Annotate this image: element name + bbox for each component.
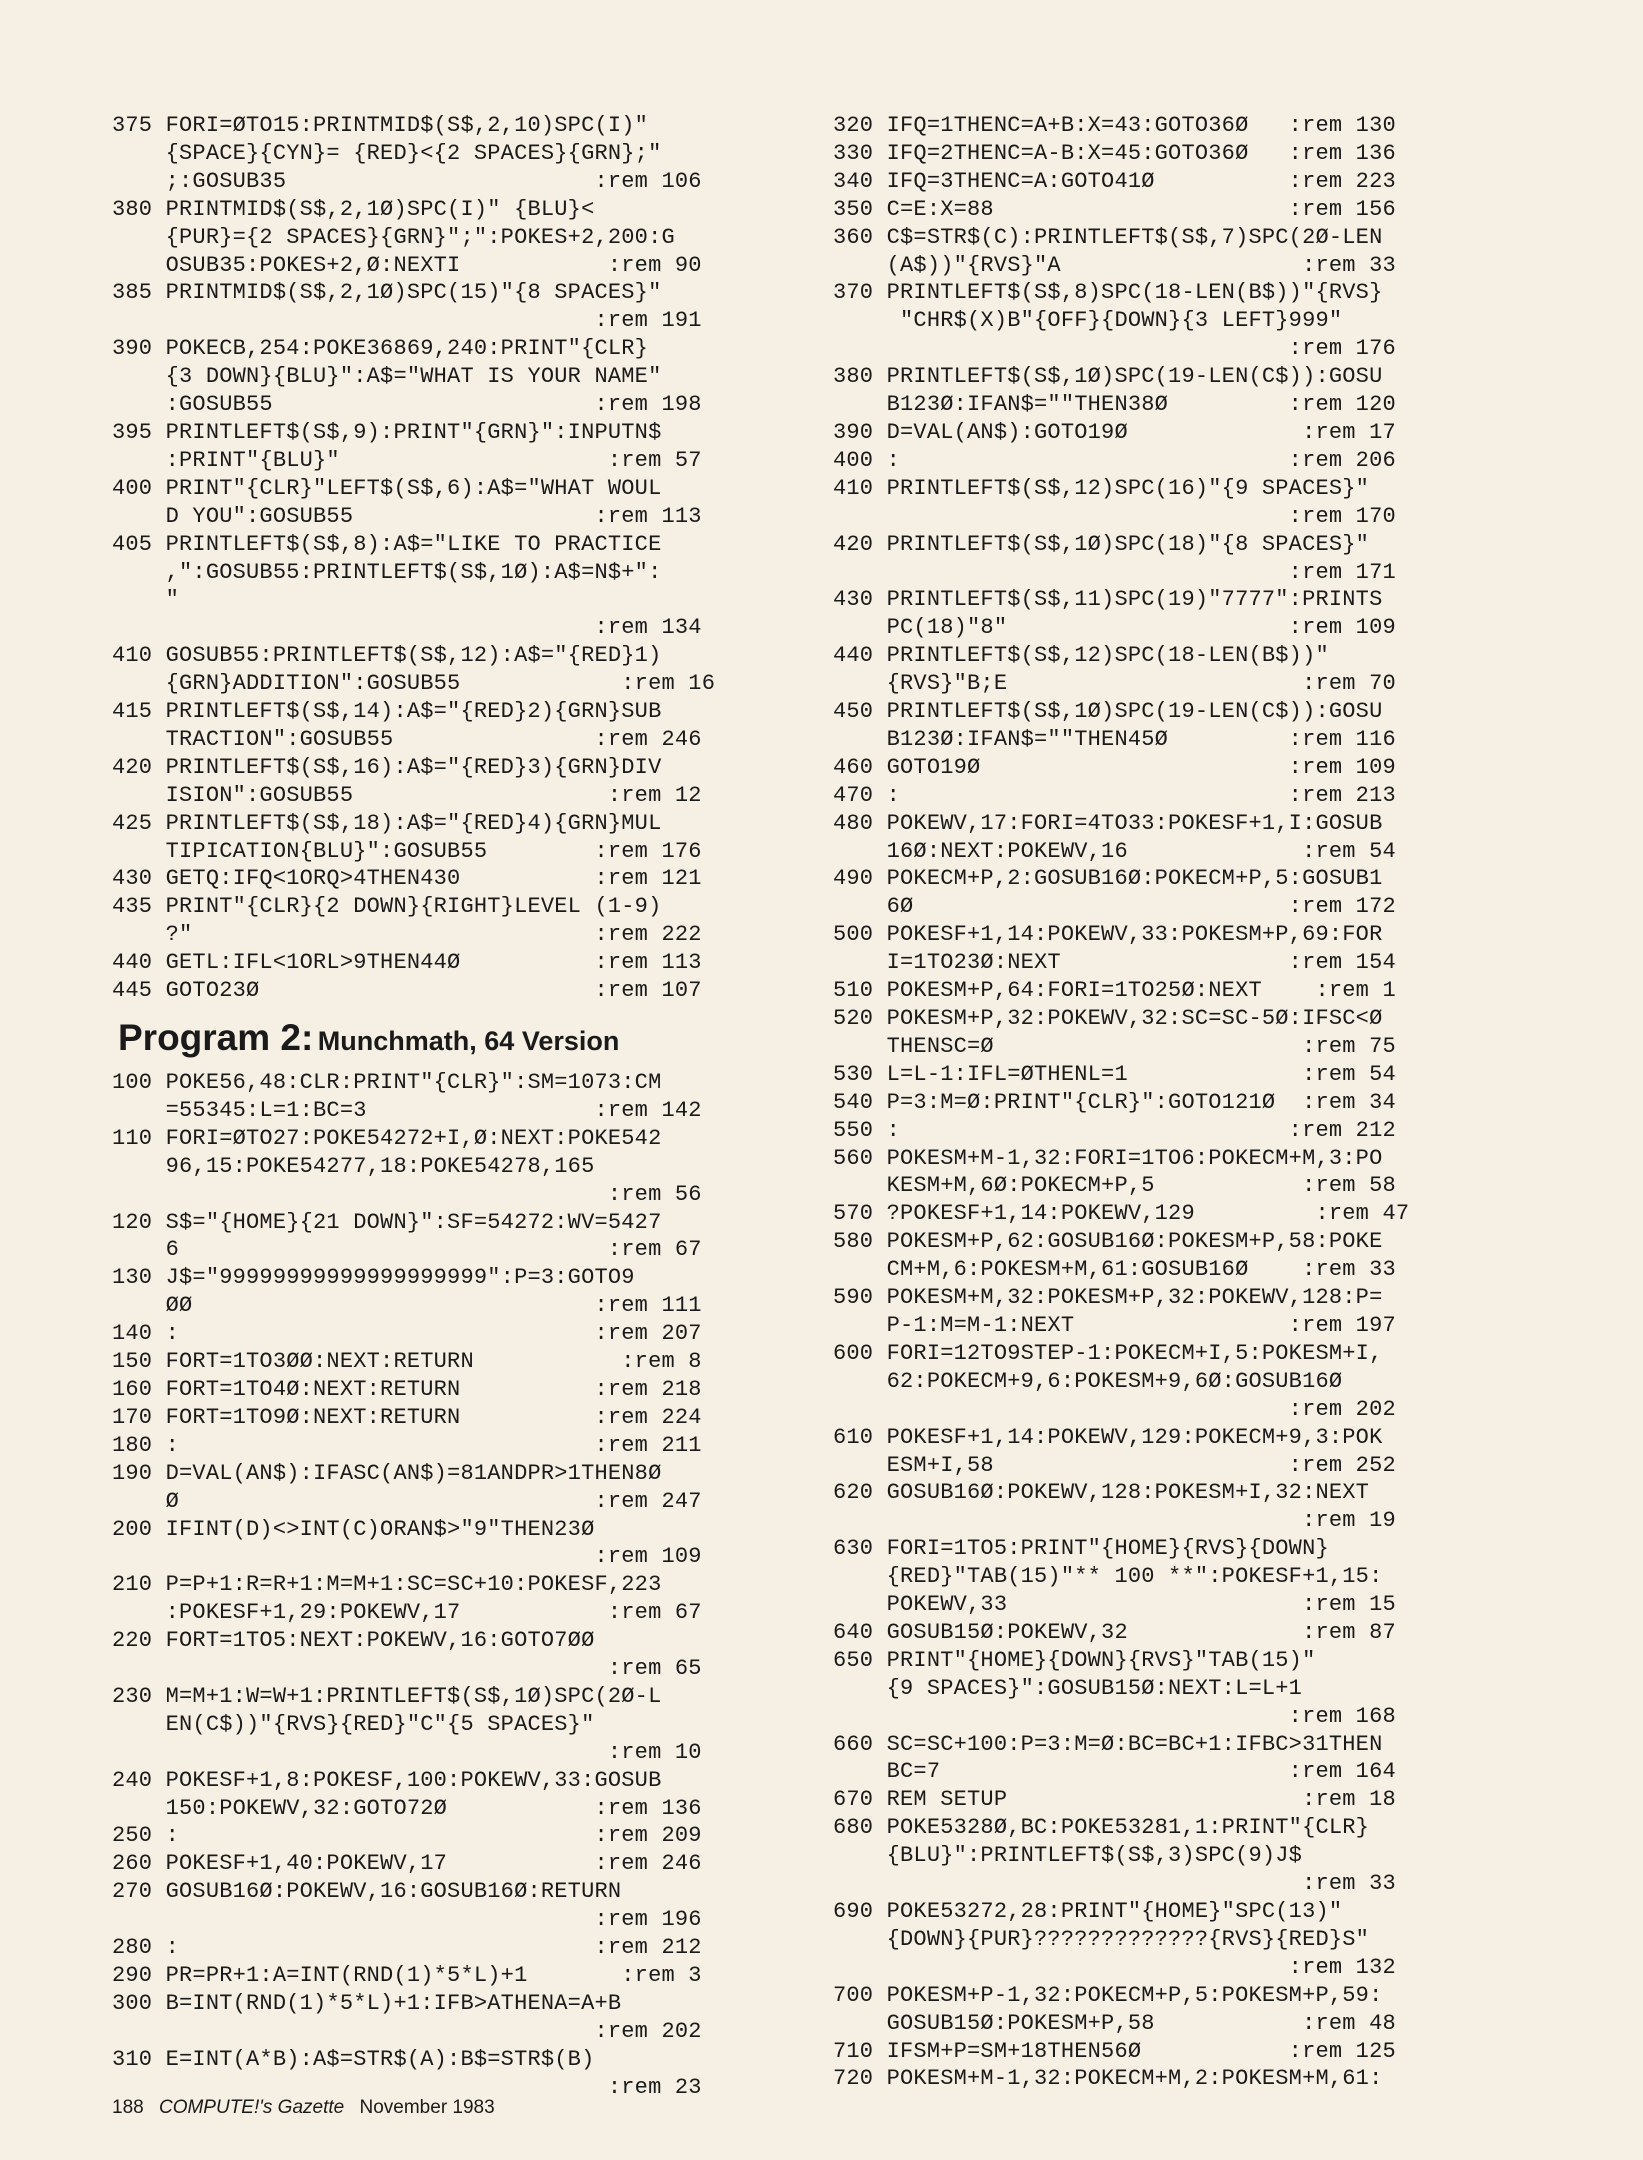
program2-heading-main: Program 2: [118,1017,314,1058]
left-column [112,112,812,2102]
issue-date: November 1983 [359,2097,495,2118]
page-number: 188 [112,2097,144,2118]
program2-heading-sub: Munchmath, 64 Version [317,1026,620,1056]
right-column [833,112,1523,2093]
program2-listing-right: 320 IFQ=1THENC=A+B:X=43:GOTO36Ø :rem 130 330 IFQ=2THENC=A-B:X=45:GOTO36Ø :rem 136 340 IFQ=3THENC=A:GOTO41Ø :rem 223 350 C=E:X=88 :rem 156 360 C$=STR$(C):PRINTLEFT$(S$,7)SPC(2Ø-LEN (A$))"{RVS}"A :rem 33 370 PRINTLEFT$(S$,8)SPC(18-LEN(B$))"{RVS} "CHR$(X)B"{OFF}{DOWN}{3 LEFT}999" :rem 176 380 PRINTLEFT$(S$,1Ø)SPC(19-LEN(C$)):GOSU B123Ø:IFAN$=""THEN38Ø :rem 120 390 D=VAL(AN$):GOTO19Ø :rem 17 400 : :rem 206 410 PRINTLEFT$(S$,12)SPC(16)"{9 SPACES}" :rem 170 420 PRINTLEFT$(S$,1Ø)SPC(18)"{8 SPACES}" :rem 171 430 PRINTLEFT$(S$,11)SPC(19)"7777":PRINTS PC(18)"8" :rem 109 440 PRINTLEFT$(S$,12)SPC(18-LEN(B$))" {RVS}"B;E :rem 70 450 PRINTLEFT$(S$,1Ø)SPC(19-LEN(C$)):GOSU B123Ø:IFAN$=""THEN45Ø :rem 116 460 GOTO19Ø :rem 109 470 : :rem 213 480 POKEWV,17:FORI=4TO33:POKESF+1,I:GOSUB 16Ø:NEXT:POKEWV,16 :rem 54 490 POKECM+P,2:GOSUB16Ø:POKECM+P,5:GOSUB1 6Ø :rem 172 500 POKESF+1,14:POKEWV,33:POKESM+P,69:FOR I=1TO23Ø:NEXT :rem 154 510 POKESM+P,64:FORI=1TO25Ø:NEXT :rem 1 520 POKESM+P,32:POKEWV,32:SC=SC-5Ø:IFSC<Ø THENSC=Ø :rem 75 530 L=L-1:IFL=ØTHENL=1 :rem 54 540 P=3:M=Ø:PRINT"{CLR}":GOTO121Ø :rem 34 550 : :rem 212 560 POKESM+M-1,32:FORI=1TO6:POKECM+M,3:PO KESM+M,6Ø:POKECM+P,5 :rem 58 570 ?POKESF+1,14:POKEWV,129 :rem 47 580 POKESM+P,62:GOSUB16Ø:POKESM+P,58:POKE CM+M,6:POKESM+M,61:GOSUB16Ø :rem 33 590 POKESM+M,32:POKESM+P,32:POKEWV,128:P= P-1:M=M-1:NEXT :rem 197 600 FORI=12TO9STEP-1:POKECM+I,5:POKESM+I, 62:POKECM+9,6:POKESM+9,6Ø:GOSUB16Ø :rem 202 610 POKESF+1,14:POKEWV,129:POKECM+9,3:POK ESM+I,58 :rem 252 620 GOSUB16Ø:POKEWV,128:POKESM+I,32:NEXT :rem 19 630 FORI=1TO5:PRINT"{HOME}{RVS}{DOWN} {RED}"TAB(15)"** 100 **":POKESF+1,15: POKEWV,33 :rem 15 640 GOSUB15Ø:POKEWV,32 :rem 87 650 PRINT"{HOME}{DOWN}{RVS}"TAB(15)" {9 SPACES}":GOSUB15Ø:NEXT:L=L+1 :rem 168 660 SC=SC+100:P=3:M=Ø:BC=BC+1:IFBC>31THEN BC=7 :rem 164 670 REM SETUP :rem 18 680 POKE5328Ø,BC:POKE53281,1:PRINT"{CLR} {BLU}":PRINTLEFT$(S$,3)SPC(9)J$ :rem 33 690 POKE53272,28:PRINT"{HOME}"SPC(13)" {DOWN}{PUR}?????????????{RVS}{RED}S" :rem 132 700 POKESM+P-1,32:POKECM+P,5:POKESM+P,59: GOSUB15Ø:POKESM+P,58 :rem 48 710 IFSM+P=SM+18THEN56Ø :rem 125 720 POKESM+M-1,32:POKECM+M,2:POKESM+M,61: [833,113,1410,2092]
magazine-name: COMPUTE!'s Gazette [158,2097,345,2118]
program2-listing-left: 100 POKE56,48:CLR:PRINT"{CLR}":SM=1073:CM =55345:L=1:BC=3 :rem 142 110 FORI=ØTO27:POKE54272+I,Ø:NEXT:POKE542 96,15:POKE54277,18:POKE54278,165 :rem 56 120 S$="{HOME}{21 DOWN}":SF=54272:WV=5427 6 :rem 67 130 J$="99999999999999999999":P=3:GOTO9 ØØ :rem 111 140 : :rem 207 150 FORT=1TO3ØØ:NEXT:RETURN :rem 8 160 FORT=1TO4Ø:NEXT:RETURN :rem 218 170 FORT=1TO9Ø:NEXT:RETURN :rem 224 180 : :rem 211 190 D=VAL(AN$):IFASC(AN$)=81ANDPR>1THEN8Ø Ø :rem 247 200 IFINT(D)<>INT(C)ORAN$>"9"THEN23Ø :rem 109 210 P=P+1:R=R+1:M=M+1:SC=SC+10:POKESF,223 :POKESF+1,29:POKEWV,17 :rem 67 220 FORT=1TO5:NEXT:POKEWV,16:GOTO7ØØ :rem 65 230 M=M+1:W=W+1:PRINTLEFT$(S$,1Ø)SPC(2Ø-L EN(C$))"{RVS}{RED}"C"{5 SPACES}" :rem 10 240 POKESF+1,8:POKESF,100:POKEWV,33:GOSUB 150:POKEWV,32:GOTO72Ø :rem 136 250 : :rem 209 260 POKESF+1,40:POKEWV,17 :rem 246 270 GOSUB16Ø:POKEWV,16:GOSUB16Ø:RETURN :rem 196 280 : :rem 212 290 PR=PR+1:A=INT(RND(1)*5*L)+1 :rem 3 300 B=INT(RND(1)*5*L)+1:IFB>ATHENA=A+B :rem 202 310 E=INT(A*B):A$=STR$(A):B$=STR$(B) :rem 23 [112,1070,702,2100]
page-footer [112,2097,495,2119]
program1-listing: 375 FORI=ØTO15:PRINTMID$(S$,2,10)SPC(I)" {SPACE}{CYN}= {RED}<{2 SPACES}{GRN};" ;:GOSUB35 :rem 106 380 PRINTMID$(S$,2,1Ø)SPC(I)" {BLU}< {PUR}={2 SPACES}{GRN}";":POKES+2,200:G OSUB35:POKES+2,Ø:NEXTI :rem 90 385 PRINTMID$(S$,2,1Ø)SPC(15)"{8 SPACES}" :rem 191 390 POKECB,254:POKE36869,240:PRINT"{CLR} {3 DOWN}{BLU}":A$="WHAT IS YOUR NAME" :GOSUB55 :rem 198 395 PRINTLEFT$(S$,9):PRINT"{GRN}":INPUTN$ :PRINT"{BLU}" :rem 57 400 PRINT"{CLR}"LEFT$(S$,6):A$="WHAT WOUL D YOU":GOSUB55 :rem 113 405 PRINTLEFT$(S$,8):A$="LIKE TO PRACTICE ,":GOSUB55:PRINTLEFT$(S$,1Ø):A$=N$+": " :rem 134 410 GOSUB55:PRINTLEFT$(S$,12):A$="{RED}1) {GRN}ADDITION":GOSUB55 :rem 16 415 PRINTLEFT$(S$,14):A$="{RED}2){GRN}SUB TRACTION":GOSUB55 :rem 246 420 PRINTLEFT$(S$,16):A$="{RED}3){GRN}DIV ISION":GOSUB55 :rem 12 425 PRINTLEFT$(S$,18):A$="{RED}4){GRN}MUL TIPICATION{BLU}":GOSUB55 :rem 176 430 GETQ:IFQ<1ORQ>4THEN430 :rem 121 435 PRINT"{CLR}{2 DOWN}{RIGHT}LEVEL (1-9) ?" :rem 222 440 GETL:IFL<1ORL>9THEN44Ø :rem 113 445 GOTO23Ø :rem 107 [112,113,716,1004]
program2-heading [118,1017,812,1059]
